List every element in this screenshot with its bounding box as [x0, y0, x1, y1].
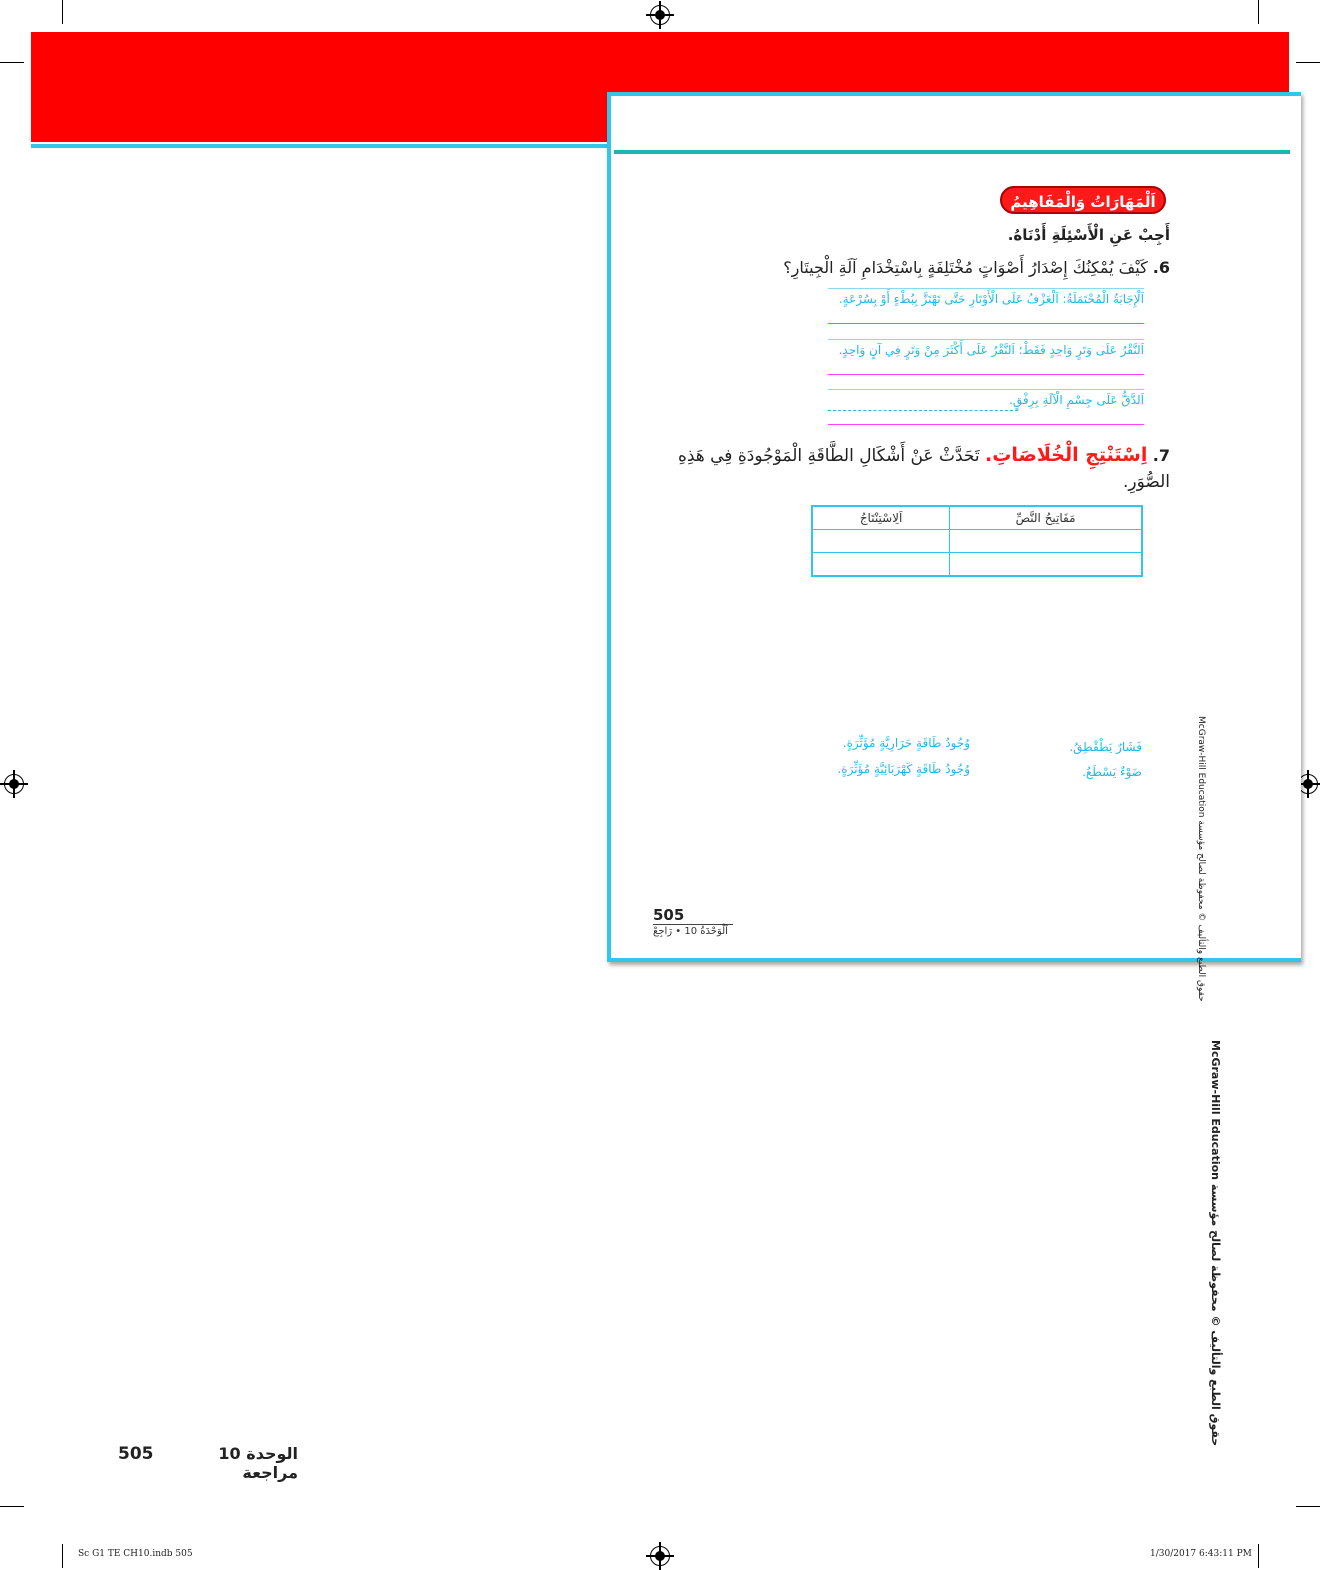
table-row — [812, 530, 1142, 553]
crop-mark — [1296, 62, 1320, 63]
copyright-credit: حقوق الطبع والتأليف © محفوظة لصالح مؤسسة McGraw-Hill Education — [1209, 1040, 1222, 1447]
answer-dashed-rule — [828, 410, 1018, 411]
footer-label: الوحدة 10 مراجعة — [218, 1444, 298, 1482]
crop-mark — [0, 62, 24, 63]
answer-rule — [828, 374, 1144, 375]
file-slug: Sc G1 TE CH10.indb 505 — [78, 1549, 193, 1559]
table-answer: وُجُودُ طَاقَةٍ كَهْرَبَائِيَّةٍ مُؤَثِّرَةٍ. — [837, 762, 970, 776]
registration-mark-icon — [650, 5, 670, 25]
page-number: 505 — [653, 906, 685, 924]
file-date: 1/30/2017 6:43:11 PM — [1150, 1549, 1252, 1559]
answer-rule — [828, 323, 1144, 324]
copyright-credit: حقوق الطبع والتأليف © محفوظة لصالح مؤسسة McGraw-Hill Education — [1196, 716, 1206, 1002]
skills-badge: اَلْمَهَارَاتُ وَالْمَفَاهِيمُ — [1000, 186, 1166, 214]
crop-mark — [1258, 0, 1259, 24]
table-cell — [812, 553, 950, 577]
clues-table — [811, 505, 1143, 577]
table-cell — [950, 553, 1142, 577]
question-6 — [760, 258, 1170, 277]
answer-line-2: اَلنَّقْرُ عَلَى وَتَرٍ وَاحِدٍ فَقَطْ؛ اَلنَّقْرُ عَلَى أَكْثَرَ مِنْ وَتَرٍ فِي آنٍ وَاحِدٍ. — [838, 343, 1144, 357]
guide-line — [828, 288, 1144, 289]
instruction-text: أَجِبْ عَنِ الْأَسْئِلَةِ أَدْنَاهُ. — [1007, 226, 1170, 244]
question-skill: اِسْتَنْتِجِ الْخُلَاصَاتِ. — [985, 444, 1148, 466]
registration-mark-icon — [4, 774, 24, 794]
question-text: كَيْفَ يُمْكِنُكَ إِصْدَارُ أَصْوَاتٍ مُخْتَلِفَةٍ بِاسْتِخْدَامِ آلَةِ الْجِيتَارِ؟ — [783, 258, 1148, 277]
student-page-rule — [614, 150, 1290, 154]
page-number-underline — [653, 924, 733, 925]
table-cell — [812, 530, 950, 553]
question-7 — [660, 442, 1170, 495]
footer-page-number: 505 — [118, 1444, 154, 1464]
guide-line — [828, 339, 1144, 340]
crop-mark — [1258, 1544, 1259, 1568]
table-answer: فَشَارٌ يَطْقْطِقُ. — [1069, 740, 1142, 754]
crop-mark — [62, 1544, 63, 1568]
crop-mark — [0, 1506, 24, 1507]
question-number: 7. — [1152, 446, 1170, 465]
unit-label: اَلْوَحْدَةُ 10 • رَاجِعْ — [653, 926, 728, 937]
answer-line-3: اَلدَّقُّ عَلَى جِسْمِ الْآلَةِ بِرِفْقٍ. — [1009, 393, 1144, 407]
question-number: 6. — [1152, 258, 1170, 277]
question-text: تَحَدَّثْ عَنْ أَشْكَالِ الطَّاقَةِ الْمَوْجُودَةِ فِي هَذِهِ الصُّوَرِ. — [677, 446, 1170, 492]
table-answer: ضَوْءٌ يَسْطَعُ. — [1082, 765, 1142, 779]
crop-mark — [1296, 1506, 1320, 1507]
table-header-row — [812, 506, 1142, 530]
answer-rule — [828, 424, 1144, 425]
header-rule — [31, 144, 609, 148]
registration-mark-icon — [650, 1546, 670, 1566]
table-row — [812, 553, 1142, 577]
registration-mark-icon — [1298, 774, 1318, 794]
table-cell — [950, 530, 1142, 553]
answer-line-1: اَلْإِجَابَةُ الْمُحْتَمَلَةُ: اَلْعَزْفُ عَلَى الْأَوْتَارِ حَتَّى تَهْتَزَّ بِبُطْءٍ أَوْ بِسُرْعَةٍ. — [838, 292, 1144, 306]
table-answer: وُجُودُ طَاقَةٍ حَرَارِيَّةٍ مُؤَثِّرَةٍ. — [842, 736, 970, 750]
crop-mark — [62, 0, 63, 24]
table-header: اَلِاسْتِنْتَاجُ — [812, 506, 950, 530]
guide-line — [828, 389, 1144, 390]
table-header: مَفَاتِيحُ النَّصِّ — [950, 506, 1142, 530]
